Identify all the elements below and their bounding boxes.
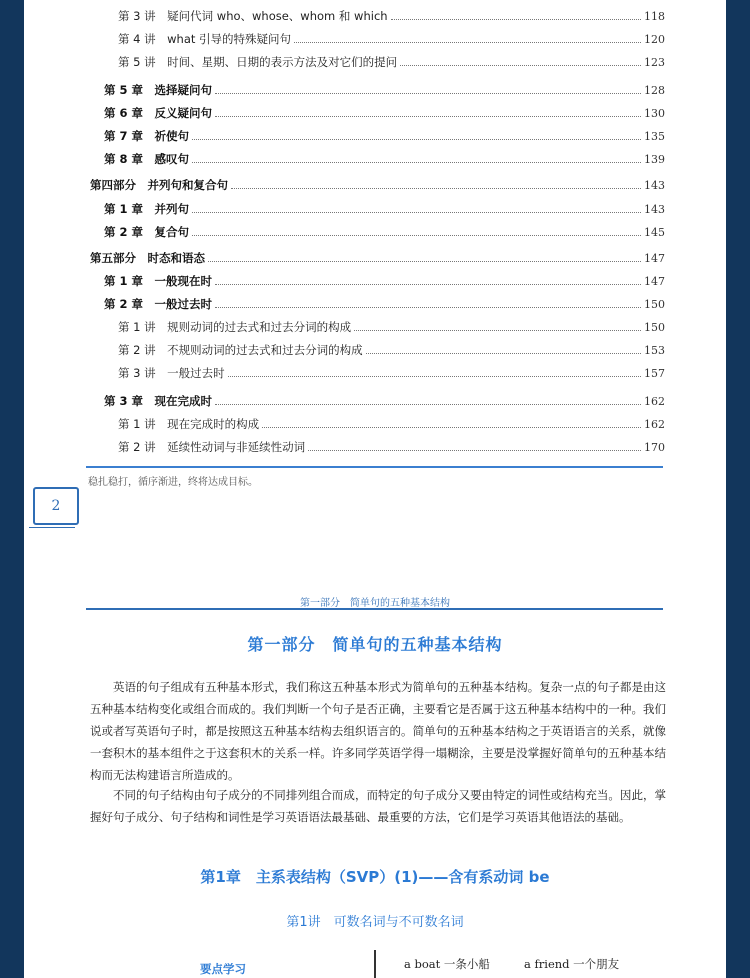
toc-leader-dots <box>231 187 641 189</box>
toc-leader-dots <box>215 283 641 285</box>
toc-leader-dots <box>308 449 641 451</box>
toc-leader-dots <box>215 306 641 308</box>
toc-entry <box>118 31 664 47</box>
toc-entry-page: 139 <box>644 153 665 166</box>
toc-entry-page: 170 <box>644 441 665 454</box>
toc-leader-dots <box>208 260 641 262</box>
toc-entry-page: 120 <box>644 33 665 46</box>
running-head: 第一部分 简单句的五种基本结构 <box>300 598 450 609</box>
toc-entry-label: 第 2 讲 延续性动词与非延续性动词 <box>118 440 306 454</box>
toc-entry-page: 145 <box>644 226 665 239</box>
toc-leader-dots <box>354 329 641 331</box>
toc-entry <box>118 416 664 432</box>
toc-entry-label: 第五部分 时态和语态 <box>90 251 205 265</box>
toc-entry <box>104 296 664 312</box>
toc-divider <box>86 466 663 468</box>
book-page <box>24 0 726 978</box>
toc-entry <box>104 201 664 217</box>
toc-entry-label: 第四部分 并列句和复合句 <box>90 178 228 192</box>
part-title: 第一部分 简单句的五种基本结构 <box>247 635 503 654</box>
toc-entry-label: 第 8 章 感叹句 <box>104 152 190 166</box>
toc-entry-label: 第 3 章 现在完成时 <box>104 394 213 408</box>
toc-entry-label: 第 3 讲 一般过去时 <box>118 366 225 380</box>
toc-entry-label: 第 2 章 复合句 <box>104 225 190 239</box>
intro-paragraph-2: 不同的句子结构由句子成分的不同排列组合而成，而特定的句子成分又要由特定的词性或结构充当。因此，掌握好句子成分、句子结构和词性是学习英语语法最基础、最重要的方法，它们是学习英语其他语法的基础。 <box>90 788 666 824</box>
toc-entry-label: 第 1 讲 现在完成时的构成 <box>118 417 260 431</box>
toc-leader-dots <box>192 211 641 213</box>
toc-entry <box>104 82 664 98</box>
toc-entry-page: 130 <box>644 107 665 120</box>
toc-entry-label: 第 5 章 选择疑问句 <box>104 83 213 97</box>
toc-leader-dots <box>391 18 641 20</box>
toc-leader-dots <box>192 138 641 140</box>
toc-entry-page: 162 <box>644 418 665 431</box>
toc-entry-page: 162 <box>644 395 665 408</box>
toc-leader-dots <box>366 352 641 354</box>
toc-entry <box>90 177 664 193</box>
toc-entry <box>104 224 664 240</box>
toc-entry <box>104 273 664 289</box>
toc-entry <box>104 151 664 167</box>
key-points-heading: 要点学习 <box>200 962 246 976</box>
toc-entry-label: 第 1 章 一般现在时 <box>104 274 213 288</box>
toc-entry-page: 157 <box>644 367 665 380</box>
toc-entry <box>118 365 664 381</box>
toc-entry-page: 128 <box>644 84 665 97</box>
toc-entry-label: 第 1 章 并列句 <box>104 202 190 216</box>
toc-entry-page: 135 <box>644 130 665 143</box>
toc-leader-dots <box>192 234 641 236</box>
motto-text: 稳扎稳打，循序渐进，终将达成目标。 <box>88 477 258 488</box>
toc-leader-dots <box>215 115 641 117</box>
toc-entry-page: 143 <box>644 179 665 192</box>
toc-leader-dots <box>192 161 641 163</box>
vocab-item: a friend 一个朋友 <box>524 957 620 971</box>
toc-entry <box>104 105 664 121</box>
toc-entry <box>90 250 664 266</box>
toc-leader-dots <box>215 92 641 94</box>
toc-entry-label: 第 5 讲 时间、星期、日期的表示方法及对它们的提问 <box>118 55 398 69</box>
toc-leader-dots <box>215 403 641 405</box>
toc-entry-page: 150 <box>644 321 665 334</box>
toc-entry-label: 第 2 章 一般过去时 <box>104 297 213 311</box>
toc-entry <box>104 128 664 144</box>
toc-entry <box>118 319 664 335</box>
vocab-item: a boat 一条小船 <box>404 957 490 971</box>
page-number: 2 <box>33 487 79 525</box>
toc-leader-dots <box>262 426 641 428</box>
toc-leader-dots <box>294 41 641 43</box>
toc-entry <box>118 8 664 24</box>
toc-entry-label: 第 7 章 祈使句 <box>104 129 190 143</box>
toc-entry-label: 第 6 章 反义疑问句 <box>104 106 213 120</box>
toc-entry-label: 第 3 讲 疑问代词 who、whose、whom 和 which <box>118 9 388 23</box>
toc-entry <box>118 342 664 358</box>
lecture-title: 第1讲 可数名词与不可数名词 <box>286 915 464 930</box>
toc-entry-page: 147 <box>644 252 665 265</box>
toc-entry <box>118 439 664 455</box>
toc-entry-page: 123 <box>644 56 665 69</box>
toc-entry-page: 118 <box>644 10 665 23</box>
toc-entry-page: 143 <box>644 203 665 216</box>
toc-entry-label: 第 4 讲 what 引导的特殊疑问句 <box>118 32 292 46</box>
toc-entry <box>104 393 664 409</box>
chapter-title: 第1章 主系表结构（SVP）(1)——含有系动词 be <box>200 868 550 886</box>
running-head-rule <box>86 608 663 610</box>
toc-entry-page: 153 <box>644 344 665 357</box>
column-divider <box>374 950 376 978</box>
toc-entry-label: 第 2 讲 不规则动词的过去式和过去分词的构成 <box>118 343 363 357</box>
toc-entry-page: 147 <box>644 275 665 288</box>
toc-leader-dots <box>228 375 641 377</box>
toc-entry-page: 150 <box>644 298 665 311</box>
toc-entry-label: 第 1 讲 规则动词的过去式和过去分词的构成 <box>118 320 352 334</box>
intro-paragraph-1: 英语的句子组成有五种基本形式，我们称这五种基本形式为简单句的五种基本结构。复杂一点的句子都是由这五种基本结构变化或组合而成的。我们判断一个句子是否正确，主要看它是否属于这五种基本结构中的一种。我们说或者写英语句子时，都是按照这五种基本结构去组织语言的。简单句的五种基本结构之于英语语言的关系，就像一套积木的基本组件之于这套积木的关系一样。许多同学英语学得一塌糊涂，主要是没掌握好简单句的五种基本结构而无法构建语言所造成的。 <box>90 680 666 782</box>
toc-entry <box>118 54 664 70</box>
toc-leader-dots <box>400 64 641 66</box>
